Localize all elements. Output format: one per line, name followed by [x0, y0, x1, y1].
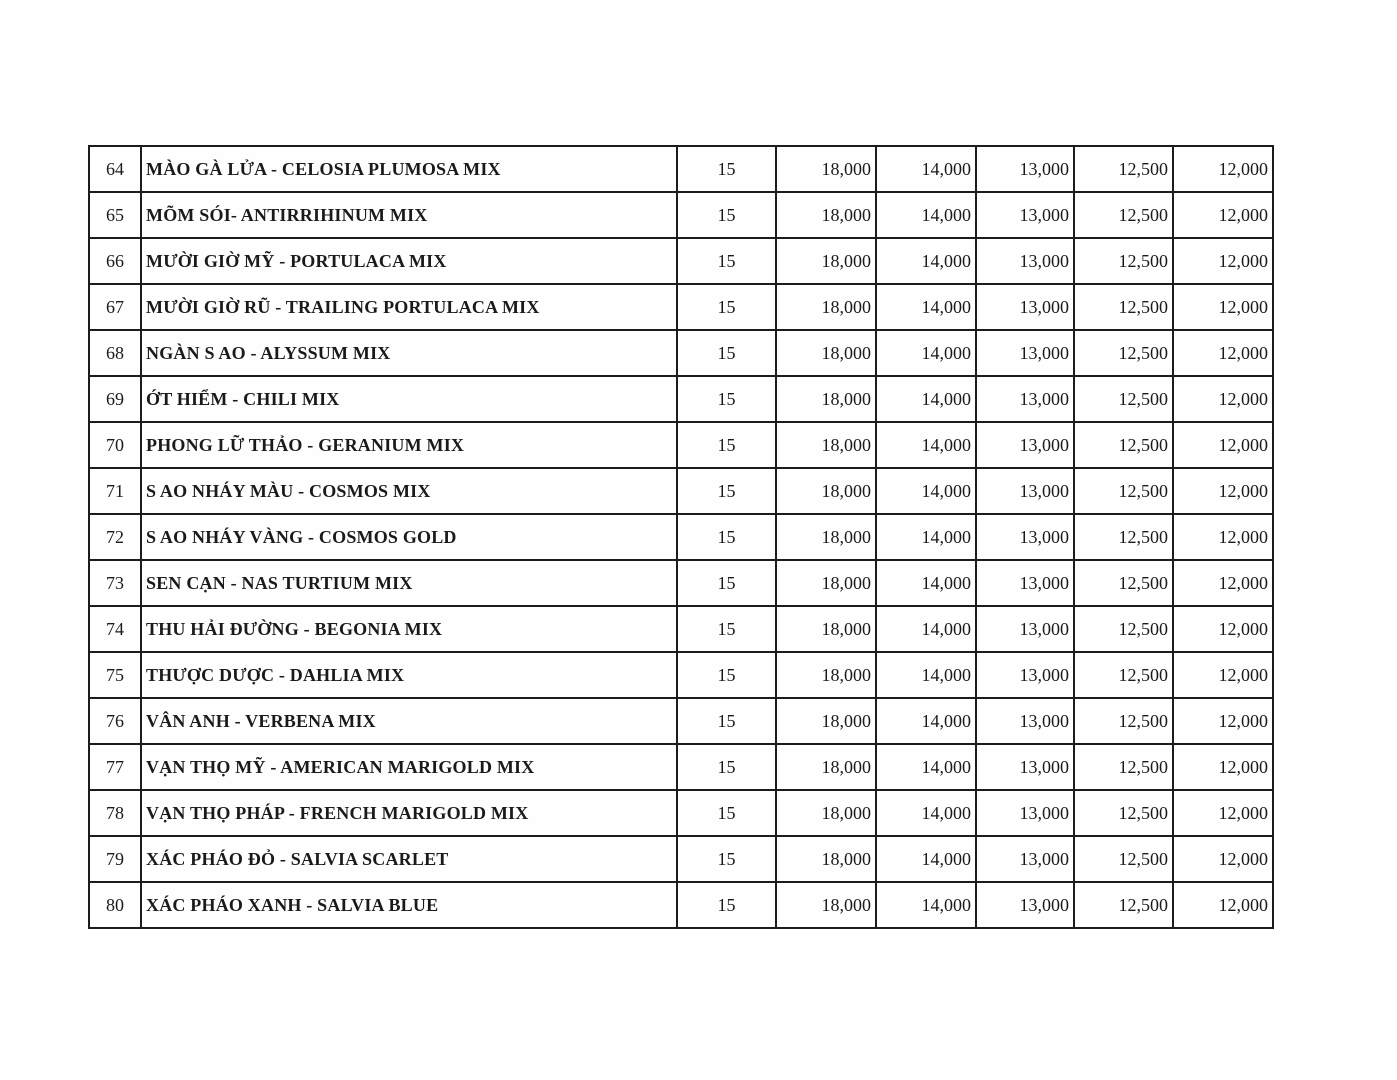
price-tier-3: 13,000: [976, 560, 1074, 606]
price-tier-2: 14,000: [876, 790, 976, 836]
price-tier-2: 14,000: [876, 882, 976, 928]
price-tier-4: 12,500: [1074, 698, 1173, 744]
price-tier-4: 12,500: [1074, 652, 1173, 698]
price-tier-3: 13,000: [976, 238, 1074, 284]
pack-quantity: 15: [677, 882, 776, 928]
pack-quantity: 15: [677, 698, 776, 744]
table-row: [89, 376, 1273, 422]
price-tier-4: 12,500: [1074, 744, 1173, 790]
price-tier-4: 12,500: [1074, 284, 1173, 330]
price-tier-3: 13,000: [976, 468, 1074, 514]
price-tier-3: 13,000: [976, 606, 1074, 652]
price-tier-4: 12,500: [1074, 376, 1173, 422]
price-tier-2: 14,000: [876, 606, 976, 652]
row-number: 73: [89, 560, 141, 606]
product-name: MƯỜI GIỜ RŨ - TRAILING PORTULACA MIX: [141, 284, 677, 330]
price-tier-5: 12,000: [1173, 330, 1273, 376]
price-tier-5: 12,000: [1173, 790, 1273, 836]
pack-quantity: 15: [677, 146, 776, 192]
product-name: PHONG LỮ THẢO - GERANIUM MIX: [141, 422, 677, 468]
table-row: [89, 422, 1273, 468]
price-tier-1: 18,000: [776, 882, 876, 928]
price-tier-4: 12,500: [1074, 882, 1173, 928]
pack-quantity: 15: [677, 192, 776, 238]
price-tier-4: 12,500: [1074, 192, 1173, 238]
pack-quantity: 15: [677, 744, 776, 790]
price-tier-4: 12,500: [1074, 790, 1173, 836]
price-tier-2: 14,000: [876, 468, 976, 514]
table-row: [89, 606, 1273, 652]
row-number: 65: [89, 192, 141, 238]
product-name: NGÀN S AO - ALYSSUM MIX: [141, 330, 677, 376]
row-number: 74: [89, 606, 141, 652]
price-tier-5: 12,000: [1173, 192, 1273, 238]
price-tier-5: 12,000: [1173, 882, 1273, 928]
pack-quantity: 15: [677, 468, 776, 514]
price-tier-4: 12,500: [1074, 330, 1173, 376]
price-tier-3: 13,000: [976, 652, 1074, 698]
price-tier-1: 18,000: [776, 468, 876, 514]
price-tier-2: 14,000: [876, 698, 976, 744]
table-row: [89, 514, 1273, 560]
price-tier-2: 14,000: [876, 192, 976, 238]
price-tier-5: 12,000: [1173, 238, 1273, 284]
price-tier-3: 13,000: [976, 330, 1074, 376]
table-row: [89, 330, 1273, 376]
price-tier-5: 12,000: [1173, 606, 1273, 652]
table-row: [89, 284, 1273, 330]
row-number: 80: [89, 882, 141, 928]
price-tier-4: 12,500: [1074, 238, 1173, 284]
price-tier-4: 12,500: [1074, 560, 1173, 606]
price-table: [88, 145, 1274, 929]
table-row: [89, 146, 1273, 192]
product-name: S AO NHÁY MÀU - COSMOS MIX: [141, 468, 677, 514]
price-tier-1: 18,000: [776, 652, 876, 698]
price-tier-3: 13,000: [976, 514, 1074, 560]
price-tier-2: 14,000: [876, 652, 976, 698]
table-row: [89, 468, 1273, 514]
price-tier-2: 14,000: [876, 146, 976, 192]
price-tier-4: 12,500: [1074, 606, 1173, 652]
table-row: [89, 652, 1273, 698]
pack-quantity: 15: [677, 790, 776, 836]
row-number: 71: [89, 468, 141, 514]
price-tier-2: 14,000: [876, 560, 976, 606]
row-number: 66: [89, 238, 141, 284]
price-tier-3: 13,000: [976, 146, 1074, 192]
price-tier-1: 18,000: [776, 376, 876, 422]
product-name: VẠN THỌ MỸ - AMERICAN MARIGOLD MIX: [141, 744, 677, 790]
product-name: MÀO GÀ LỬA - CELOSIA PLUMOSA MIX: [141, 146, 677, 192]
product-name: VÂN ANH - VERBENA MIX: [141, 698, 677, 744]
table-row: [89, 560, 1273, 606]
price-tier-1: 18,000: [776, 422, 876, 468]
price-tier-1: 18,000: [776, 790, 876, 836]
price-tier-5: 12,000: [1173, 744, 1273, 790]
table-row: [89, 836, 1273, 882]
row-number: 70: [89, 422, 141, 468]
price-tier-1: 18,000: [776, 744, 876, 790]
price-tier-3: 13,000: [976, 836, 1074, 882]
row-number: 72: [89, 514, 141, 560]
price-tier-1: 18,000: [776, 330, 876, 376]
product-name: XÁC PHÁO XANH - SALVIA BLUE: [141, 882, 677, 928]
product-name: XÁC PHÁO ĐỎ - SALVIA SCARLET: [141, 836, 677, 882]
row-number: 76: [89, 698, 141, 744]
price-tier-2: 14,000: [876, 238, 976, 284]
pack-quantity: 15: [677, 606, 776, 652]
price-tier-1: 18,000: [776, 698, 876, 744]
price-tier-3: 13,000: [976, 790, 1074, 836]
price-tier-5: 12,000: [1173, 146, 1273, 192]
price-tier-1: 18,000: [776, 606, 876, 652]
table-row: [89, 192, 1273, 238]
price-tier-2: 14,000: [876, 376, 976, 422]
price-tier-5: 12,000: [1173, 284, 1273, 330]
price-tier-3: 13,000: [976, 744, 1074, 790]
product-name: THƯỢC DƯỢC - DAHLIA MIX: [141, 652, 677, 698]
price-tier-1: 18,000: [776, 560, 876, 606]
row-number: 67: [89, 284, 141, 330]
price-tier-3: 13,000: [976, 698, 1074, 744]
table-row: [89, 698, 1273, 744]
row-number: 79: [89, 836, 141, 882]
price-tier-4: 12,500: [1074, 468, 1173, 514]
price-tier-1: 18,000: [776, 192, 876, 238]
price-tier-5: 12,000: [1173, 468, 1273, 514]
pack-quantity: 15: [677, 514, 776, 560]
row-number: 77: [89, 744, 141, 790]
price-tier-5: 12,000: [1173, 698, 1273, 744]
price-tier-4: 12,500: [1074, 514, 1173, 560]
price-tier-3: 13,000: [976, 422, 1074, 468]
pack-quantity: 15: [677, 238, 776, 284]
price-tier-3: 13,000: [976, 882, 1074, 928]
product-name: ỚT HIỂM - CHILI MIX: [141, 376, 677, 422]
price-table-body: [89, 146, 1273, 928]
price-tier-5: 12,000: [1173, 422, 1273, 468]
table-row: [89, 238, 1273, 284]
table-row: [89, 744, 1273, 790]
price-tier-5: 12,000: [1173, 560, 1273, 606]
price-tier-4: 12,500: [1074, 836, 1173, 882]
row-number: 68: [89, 330, 141, 376]
pack-quantity: 15: [677, 560, 776, 606]
price-tier-3: 13,000: [976, 376, 1074, 422]
price-tier-2: 14,000: [876, 330, 976, 376]
price-tier-4: 12,500: [1074, 146, 1173, 192]
product-name: MƯỜI GIỜ MỸ - PORTULACA MIX: [141, 238, 677, 284]
product-name: SEN CẠN - NAS TURTIUM MIX: [141, 560, 677, 606]
price-tier-2: 14,000: [876, 744, 976, 790]
price-tier-3: 13,000: [976, 192, 1074, 238]
price-tier-5: 12,000: [1173, 836, 1273, 882]
price-tier-2: 14,000: [876, 422, 976, 468]
product-name: MÕM SÓI- ANTIRRIHINUM MIX: [141, 192, 677, 238]
price-tier-3: 13,000: [976, 284, 1074, 330]
pack-quantity: 15: [677, 284, 776, 330]
product-name: VẠN THỌ PHÁP - FRENCH MARIGOLD MIX: [141, 790, 677, 836]
price-tier-1: 18,000: [776, 514, 876, 560]
price-tier-2: 14,000: [876, 514, 976, 560]
price-tier-5: 12,000: [1173, 652, 1273, 698]
pack-quantity: 15: [677, 376, 776, 422]
pack-quantity: 15: [677, 422, 776, 468]
product-name: THU HẢI ĐƯỜNG - BEGONIA MIX: [141, 606, 677, 652]
pack-quantity: 15: [677, 836, 776, 882]
product-name: S AO NHÁY VÀNG - COSMOS GOLD: [141, 514, 677, 560]
price-tier-2: 14,000: [876, 836, 976, 882]
price-tier-4: 12,500: [1074, 422, 1173, 468]
price-tier-1: 18,000: [776, 146, 876, 192]
row-number: 64: [89, 146, 141, 192]
price-tier-5: 12,000: [1173, 514, 1273, 560]
pack-quantity: 15: [677, 330, 776, 376]
price-tier-5: 12,000: [1173, 376, 1273, 422]
price-tier-1: 18,000: [776, 238, 876, 284]
pack-quantity: 15: [677, 652, 776, 698]
price-tier-2: 14,000: [876, 284, 976, 330]
row-number: 75: [89, 652, 141, 698]
row-number: 78: [89, 790, 141, 836]
price-tier-1: 18,000: [776, 284, 876, 330]
price-tier-1: 18,000: [776, 836, 876, 882]
table-row: [89, 882, 1273, 928]
row-number: 69: [89, 376, 141, 422]
table-row: [89, 790, 1273, 836]
